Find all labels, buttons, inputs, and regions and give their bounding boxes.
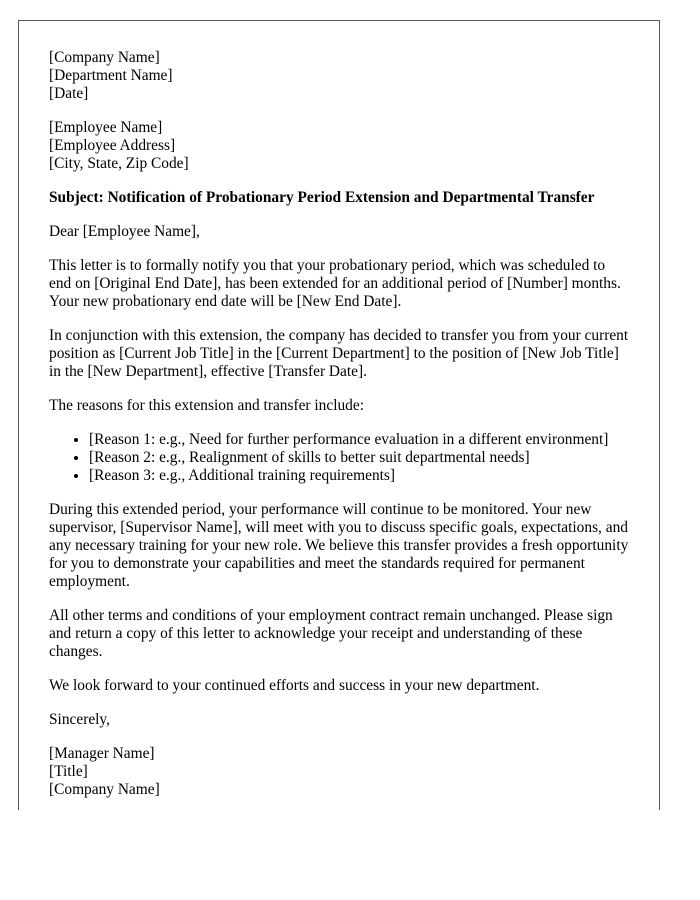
sender-department: [Department Name] xyxy=(49,67,173,84)
reasons-list xyxy=(49,431,629,485)
recipient-city: [City, State, Zip Code] xyxy=(49,155,189,172)
letter-date: [Date] xyxy=(49,85,89,102)
list-item: • [Reason 2: e.g., Realignment of skills to better suit departmental needs] xyxy=(89,449,629,467)
list-item: • [Reason 1: e.g., Need for further performance evaluation in a different environment] xyxy=(89,431,629,449)
paragraph-terms: All other terms and conditions of your employment contract remain unchanged. Please sign and return a copy of this letter to acknowledge your receipt and understanding of these changes. xyxy=(49,607,613,660)
signature-block xyxy=(49,745,629,799)
paragraph-monitoring: During this extended period, your performance will continue to be monitored. Your new supervisor, [Supervisor Name], will meet with you to discuss specific goals, expectations, and any necessary training for your new role. We believe this transfer provides a fresh opportunity for you to demonstrate your capabilities and meet the standards required for permanent employment. xyxy=(49,501,629,590)
manager-title: [Title] xyxy=(49,763,88,780)
paragraph-reasons-intro: The reasons for this extension and transfer include: xyxy=(49,397,364,414)
recipient-block xyxy=(49,119,629,173)
letter-page xyxy=(18,20,660,810)
paragraph-transfer: In conjunction with this extension, the company has decided to transfer you from your current position as [Current Job Title] in the [Current Department] to the position of [New Job Title] in the [New Department], effective [Transfer Date]. xyxy=(49,327,629,380)
recipient-name: [Employee Name] xyxy=(49,119,163,136)
signature-company: [Company Name] xyxy=(49,781,160,798)
manager-name: [Manager Name] xyxy=(49,745,155,762)
paragraph-notification: This letter is to formally notify you that your probationary period, which was scheduled to end on [Original End Date], has been extended for an additional period of [Number] months. Your new probationary end date will be [New End Date]. xyxy=(49,257,621,310)
salutation: Dear [Employee Name], xyxy=(49,223,200,240)
sender-company: [Company Name] xyxy=(49,49,160,66)
sender-block xyxy=(49,49,629,103)
paragraph-closing-remark: We look forward to your continued efforts and success in your new department. xyxy=(49,677,540,694)
recipient-address: [Employee Address] xyxy=(49,137,176,154)
closing: Sincerely, xyxy=(49,711,110,728)
subject-line: Subject: Notification of Probationary Period Extension and Departmental Transfer xyxy=(49,189,595,206)
list-item: • [Reason 3: e.g., Additional training requirements] xyxy=(89,467,629,485)
